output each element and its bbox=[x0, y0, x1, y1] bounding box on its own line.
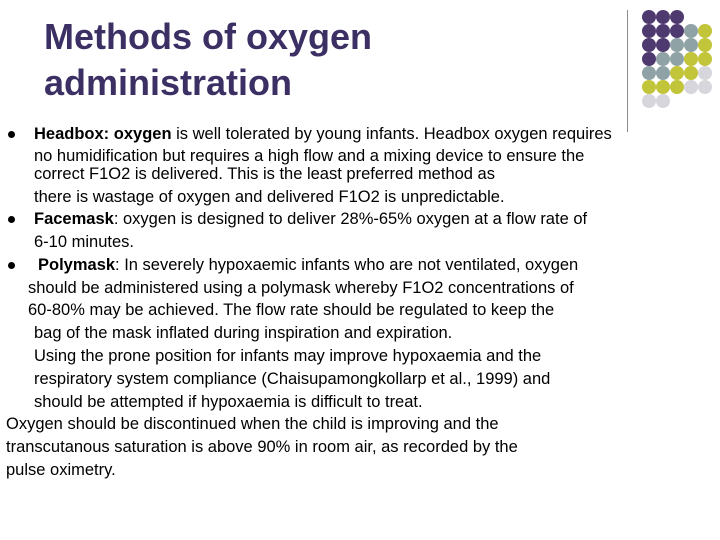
polymask-line-4: bag of the mask inflated during inspiration and expiration. bbox=[34, 324, 453, 342]
headbox-line-3: correct F1O2 is delivered. This is the least preferred method as bbox=[34, 165, 495, 183]
polymask-line-2: should be administered using a polymask whereby F1O2 concentrations of bbox=[28, 279, 574, 297]
bullet-marker-headbox bbox=[8, 131, 15, 138]
polymask-line-1-text: : In severely hypoxaemic infants who are not ventilated, oxygen bbox=[115, 256, 579, 274]
headbox-line-1-text: is well tolerated by young infants. Headbox oxygen requires bbox=[171, 125, 612, 143]
facemask-term: Facemask bbox=[34, 210, 114, 228]
slide-title bbox=[44, 14, 604, 106]
decorative-dot bbox=[642, 66, 656, 80]
decorative-dot bbox=[670, 52, 684, 66]
decorative-dot bbox=[670, 10, 684, 24]
slide-title-line-2: administration bbox=[44, 62, 293, 103]
decorative-dot bbox=[656, 38, 670, 52]
decorative-dot bbox=[698, 52, 712, 66]
headbox-line-4: there is wastage of oxygen and delivered F1O2 is unpredictable. bbox=[34, 188, 505, 206]
bullet-marker-polymask bbox=[8, 262, 15, 269]
headbox-term: Headbox: oxygen bbox=[34, 125, 172, 143]
decorative-dot bbox=[656, 24, 670, 38]
decorative-dot bbox=[684, 52, 698, 66]
decorative-dot bbox=[642, 94, 656, 108]
decorative-dot bbox=[684, 66, 698, 80]
closing-line-3: pulse oximetry. bbox=[6, 461, 116, 479]
decorative-dot bbox=[698, 38, 712, 52]
decorative-dot bbox=[670, 66, 684, 80]
decorative-dot bbox=[656, 66, 670, 80]
polymask-line-1 bbox=[38, 254, 578, 277]
polymask-line-5: Using the prone position for infants may improve hypoxaemia and the bbox=[34, 347, 542, 365]
slide-title-line-1: Methods of oxygen bbox=[44, 16, 373, 57]
decorative-dot-grid bbox=[642, 10, 720, 110]
decorative-dot bbox=[642, 10, 656, 24]
decorative-dot bbox=[642, 38, 656, 52]
decorative-dot bbox=[642, 52, 656, 66]
facemask-line-2: 6-10 minutes. bbox=[34, 233, 134, 251]
polymask-line-3: 60-80% may be achieved. The flow rate should be regulated to keep the bbox=[28, 301, 555, 319]
decorative-dot bbox=[670, 38, 684, 52]
polymask-line-6: respiratory system compliance (Chaisupamongkollarp et al., 1999) and bbox=[34, 370, 551, 388]
decorative-dot bbox=[670, 24, 684, 38]
polymask-term: Polymask bbox=[38, 256, 116, 274]
closing-line-2: transcutanous saturation is above 90% in room air, as recorded by the bbox=[6, 438, 518, 456]
decorative-dot bbox=[684, 38, 698, 52]
bullet-marker-facemask bbox=[8, 216, 15, 223]
decorative-dot bbox=[698, 24, 712, 38]
decorative-dot bbox=[656, 94, 670, 108]
decorative-dot bbox=[698, 66, 712, 80]
facemask-line-1 bbox=[34, 208, 587, 231]
headbox-line-1 bbox=[34, 123, 612, 146]
decorative-dot bbox=[656, 80, 670, 94]
decorative-dot bbox=[642, 80, 656, 94]
decorative-dot bbox=[684, 80, 698, 94]
decorative-dot bbox=[684, 24, 698, 38]
facemask-line-1-text: : oxygen is designed to deliver 28%-65% oxygen at a flow rate of bbox=[113, 210, 588, 228]
decorative-divider-line bbox=[627, 10, 628, 132]
decorative-dot bbox=[642, 24, 656, 38]
decorative-dot bbox=[698, 80, 712, 94]
decorative-dot bbox=[656, 52, 670, 66]
closing-line-1: Oxygen should be discontinued when the child is improving and the bbox=[6, 415, 499, 433]
headbox-line-2: no humidification but requires a high flow and a mixing device to ensure the bbox=[34, 147, 585, 165]
polymask-line-7: should be attempted if hypoxaemia is difficult to treat. bbox=[34, 393, 423, 411]
decorative-dot bbox=[670, 80, 684, 94]
decorative-dot bbox=[656, 10, 670, 24]
